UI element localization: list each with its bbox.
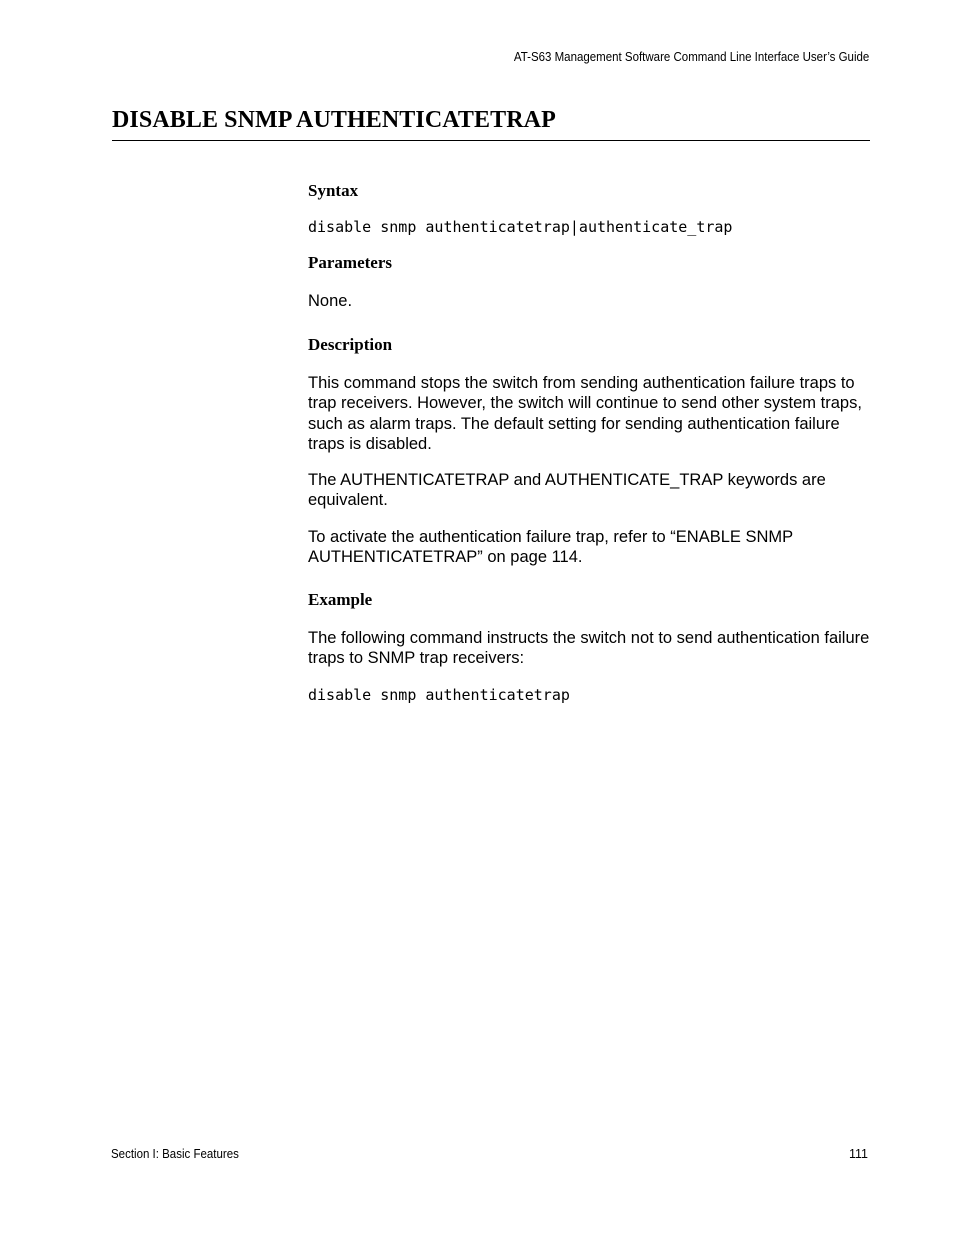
main-content	[308, 181, 870, 705]
example-text: The following command instructs the switch not to send authentication failure traps to SNMP trap receivers:	[308, 628, 870, 667]
parameters-text: None.	[308, 292, 353, 310]
description-paragraph-1: This command stops the switch from sending authentication failure traps to trap receivers. However, the switch will continue to send other system traps, such as alarm traps. The default setting for sending authentication failure traps is disabled.	[308, 373, 862, 453]
footer-section: Section I: Basic Features	[111, 1147, 239, 1161]
title-rule	[112, 140, 870, 141]
page-title: DISABLE SNMP AUTHENTICATETRAP	[112, 107, 556, 133]
example-heading: Example	[308, 589, 373, 609]
description-paragraph-2: The AUTHENTICATETRAP and AUTHENTICATE_TRAP keywords are equivalent.	[308, 470, 826, 509]
syntax-command: disable snmp authenticatetrap|authenticate_trap	[308, 218, 733, 236]
running-header: AT-S63 Management Software Command Line Interface User’s Guide	[513, 50, 869, 64]
syntax-heading: Syntax	[308, 181, 359, 200]
example-command: disable snmp authenticatetrap	[308, 685, 570, 704]
description-paragraph-3: To activate the authentication failure trap, refer to “ENABLE SNMP AUTHENTICATETRAP” on page 114.	[308, 527, 793, 566]
description-heading: Description	[308, 334, 393, 354]
parameters-heading: Parameters	[308, 253, 393, 272]
footer-page-number: 111	[848, 1147, 868, 1161]
